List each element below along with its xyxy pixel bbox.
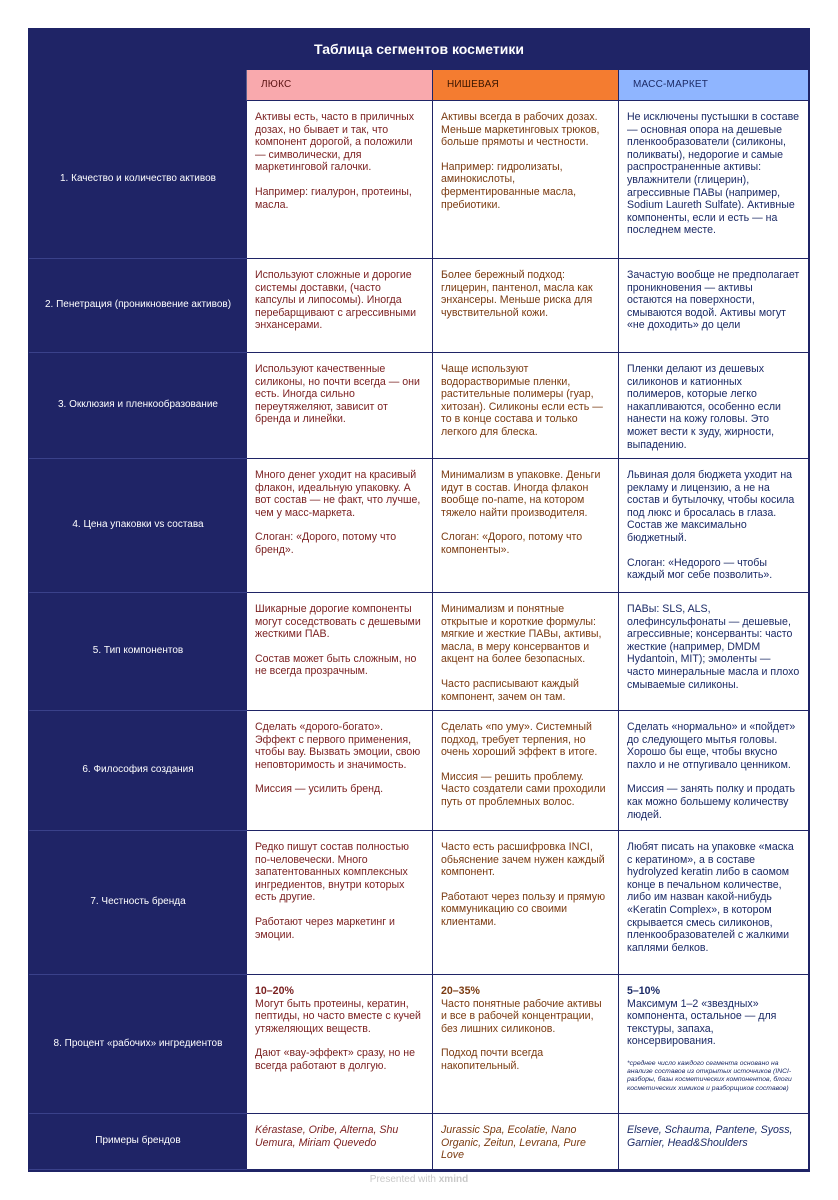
cell-text: Любят писать на упаковке «маска с кератином», а в составе hydrolyzed keratin либо в саомом конце в печальном количестве, либо им назван какой-нибудь «Keratin Complex», в котором скрывается смесь силиконов, пленкообразователей с жалкими каплями белков. bbox=[627, 841, 794, 954]
cell-text: Работают через маркетинг и эмоции. bbox=[255, 915, 395, 941]
brand-list: Jurassic Spa, Ecolatie, Nano Organic, Zeitun, Levrana, Pure Love bbox=[441, 1124, 586, 1162]
row-label: 5. Тип компонентов bbox=[29, 593, 247, 711]
row-label: 3. Окклюзия и пленкообразование bbox=[29, 353, 247, 459]
row-label: 6. Философия создания bbox=[29, 711, 247, 831]
cell-text: Активы есть, часто в приличных дозах, но бывает и так, что компонент дорогой, а положили — символически, для маркетинговой галочки. bbox=[255, 111, 414, 174]
cell-mass bbox=[619, 353, 809, 459]
cell-text: Пленки делают из дешевых силиконов и катионных полимеров, которые легко накапливаются, особенно если нанести на кожу головы. Это может вести к зуду, жирности, выпадению. bbox=[627, 363, 781, 451]
cell-text: Много денег уходит на красивый флакон, идеальную упаковку. А вот состав — не факт, что лучше, чем у масс-маркета. bbox=[255, 469, 421, 519]
cell-text: Редко пишут состав полностью по-человечески. Много запатентованных комплексных ингредиентов, внутри которых есть другие. bbox=[255, 841, 410, 904]
table-grid bbox=[29, 70, 809, 1170]
cell-niche bbox=[433, 975, 619, 1114]
footnote: *среднее число каждого сегмента основано на анализе составов из открытых источников (INCI-разборы, базы косметических компонентов, блоги косметических химиков и разборщиков составов) bbox=[627, 1059, 792, 1092]
cell-lux bbox=[247, 831, 433, 975]
cell-text: Сделать «дорого-богато». Эффект с первого применения, чтобы вау. Вызвать эмоции, свою неповторимость и значимость. bbox=[255, 721, 421, 771]
cell-niche bbox=[433, 259, 619, 353]
cell-text: Миссия — решить проблему. Часто создатели сами проходили путь от проблемных волос. bbox=[441, 770, 606, 808]
cell-text: Часто есть расшифровка INCI, обьяснение зачем нужен каждый компонент. bbox=[441, 841, 605, 879]
cell-niche bbox=[433, 353, 619, 459]
cell-lux bbox=[247, 259, 433, 353]
row-label: 1. Качество и количество активов bbox=[29, 101, 247, 259]
cell-text: Например: гиалурон, протеины, масла. bbox=[255, 185, 412, 211]
cell-text: Слоган: «Дорого, потому что компоненты». bbox=[441, 531, 583, 556]
cell-mass bbox=[619, 1114, 809, 1170]
cell-text: Зачастую вообще не предполагает проникновения — активы остаются на поверхности, смываются водой. Активы могут «не доходить» до цели bbox=[627, 269, 800, 332]
cell-text: Львиная доля бюджета уходит на рекламу и лицензию, а не на состав и бутылочку, чтобы косила под люкс и бросалась в глаза. Состав же максимально бюджетный. bbox=[627, 469, 795, 544]
footer-brand: xmind bbox=[438, 1174, 469, 1185]
cell-text: Максимум 1–2 «звездных» компонента, остальное — для текстуры, запаха, консервирования. bbox=[627, 997, 777, 1048]
cell-text: Часто понятные рабочие активы и все в рабочей концентрации, без лишних силиконов. bbox=[441, 997, 602, 1035]
cell-text: ПАВы: SLS, ALS, олефинсульфонаты — дешевые, агрессивные; консерванты: часто жесткие (например, DMDM Hydantoin, MIT); эмоленты — часто минеральные масла и плохо смываемые силиконы. bbox=[627, 603, 800, 691]
cell-text: Например: гидролизаты, аминокислоты, ферментированные масла, пребиотики. bbox=[441, 160, 577, 211]
cell-niche bbox=[433, 593, 619, 711]
brand-list: Elseve, Schauma, Pantene, Syoss, Garnier, Head&Shoulders bbox=[627, 1124, 793, 1149]
cell-text: Минимализм и понятные открытые и короткие формулы: мягкие и жесткие ПАВы, активы, масла, в меру консервантов и акцент на более безопасных. bbox=[441, 603, 602, 666]
cell-text: Подход почти всегда накопительный. bbox=[441, 1047, 544, 1072]
percent-value: 10–20% bbox=[255, 985, 294, 997]
cell-text: Сделать «нормально» и «пойдет» до следующего мытья головы. Хорошо бы еще, чтобы вкусно пахло и не отпугивало ценником. bbox=[627, 721, 796, 771]
cell-mass bbox=[619, 975, 809, 1114]
row-label: 8. Процент «рабочих» ингредиентов bbox=[29, 975, 247, 1114]
cell-text: Часто расписывают каждый компонент, зачем он там. bbox=[441, 677, 579, 703]
cell-mass bbox=[619, 831, 809, 975]
cell-text: Дают «вау-эффект» сразу, но не всегда работают в долгую. bbox=[255, 1047, 415, 1072]
cell-text: Могут быть протеины, кератин, пептиды, но часто вместе с кучей утяжеляющих веществ. bbox=[255, 997, 421, 1035]
cell-text: Работают через пользу и прямую коммуникацию со своими клиентами. bbox=[441, 890, 606, 928]
header-lux: ЛЮКС bbox=[247, 70, 433, 101]
cell-niche bbox=[433, 1114, 619, 1170]
header-corner bbox=[29, 70, 247, 101]
cell-text: Состав может быть сложным, но не всегда прозрачным. bbox=[255, 652, 417, 678]
cell-niche bbox=[433, 459, 619, 593]
cell-text: Слоган: «Недорого — чтобы каждый мог себе позволить». bbox=[627, 556, 773, 582]
cell-niche bbox=[433, 101, 619, 259]
cell-niche bbox=[433, 831, 619, 975]
table-title: Таблица сегментов косметики bbox=[314, 41, 524, 57]
cell-lux bbox=[247, 101, 433, 259]
cell-text: Миссия — усилить бренд. bbox=[255, 783, 384, 796]
cell-text: Минимализм в упаковке. Деньги идут в состав. Иногда флакон вообще no-name, на котором тяжело найти производителя. bbox=[441, 469, 601, 519]
cell-text: Слоган: «Дорого, потому что бренд». bbox=[255, 531, 397, 556]
cell-text: Сделать «по уму». Системный подход, требует терпения, но очень хороший эффект в итоге. bbox=[441, 721, 598, 759]
cell-text: Миссия — занять полку и продать как можно большему количеству людей. bbox=[627, 783, 796, 821]
cell-lux bbox=[247, 459, 433, 593]
cell-niche bbox=[433, 711, 619, 831]
cell-mass bbox=[619, 711, 809, 831]
cell-text: Чаще используют водорастворимые пленки, растительные полимеры (гуар, хитозан). Силиконы если есть — то в конце состава и только легкого для блеска. bbox=[441, 363, 603, 438]
footer bbox=[0, 1174, 838, 1185]
cell-mass bbox=[619, 593, 809, 711]
header-niche: НИШЕВАЯ bbox=[433, 70, 619, 101]
cell-text: Шикарные дорогие компоненты могут соседствовать с дешевыми жесткими ПАВ. bbox=[255, 603, 421, 641]
row-label: Примеры брендов bbox=[29, 1114, 247, 1170]
cell-lux bbox=[247, 353, 433, 459]
cell-lux bbox=[247, 593, 433, 711]
cell-mass bbox=[619, 101, 809, 259]
percent-value: 5–10% bbox=[627, 985, 660, 997]
row-label: 4. Цена упаковки vs состава bbox=[29, 459, 247, 593]
cell-text: Используют качественные силиконы, но почти всегда — они есть. Иногда сильно переутяжеляют, зависит от бренда и линейки. bbox=[255, 363, 420, 426]
footer-prefix: Presented with bbox=[369, 1174, 439, 1185]
cell-text: Используют сложные и дорогие системы доставки, (часто капсулы и липосомы). Иногда перебарщивают с агрессивными энхансерами. bbox=[255, 269, 417, 332]
cell-mass bbox=[619, 259, 809, 353]
cell-lux bbox=[247, 975, 433, 1114]
cell-text: Активы всегда в рабочих дозах. Меньше маркетинговых трюков, больше прямоты и честности. bbox=[441, 111, 600, 149]
row-label: 7. Честность бренда bbox=[29, 831, 247, 975]
segments-table bbox=[28, 28, 810, 1172]
cell-mass bbox=[619, 459, 809, 593]
header-mass: МАСС-МАРКЕТ bbox=[619, 70, 809, 101]
cell-lux bbox=[247, 1114, 433, 1170]
cell-text: Не исключены пустышки в составе — основная опора на дешевые пленкообразователи (силиконы, поликваты), недорогие и самые распространенные активы: увлажнители (глицерин), агрессивные ПАВы (например, Sodium Laureth Sulfate). Активные компоненты, если и есть — на последнем месте. bbox=[627, 111, 800, 237]
cell-text: Более бережный подход: глицерин, пантенол, масла как энхансеры. Меньше риска для чувствительной кожи. bbox=[441, 269, 593, 319]
cell-lux bbox=[247, 711, 433, 831]
percent-value: 20–35% bbox=[441, 985, 480, 997]
row-label: 2. Пенетрация (проникновение активов) bbox=[29, 259, 247, 353]
brand-list: Kérastase, Oribe, Alterna, Shu Uemura, Miriam Quevedo bbox=[255, 1124, 399, 1149]
